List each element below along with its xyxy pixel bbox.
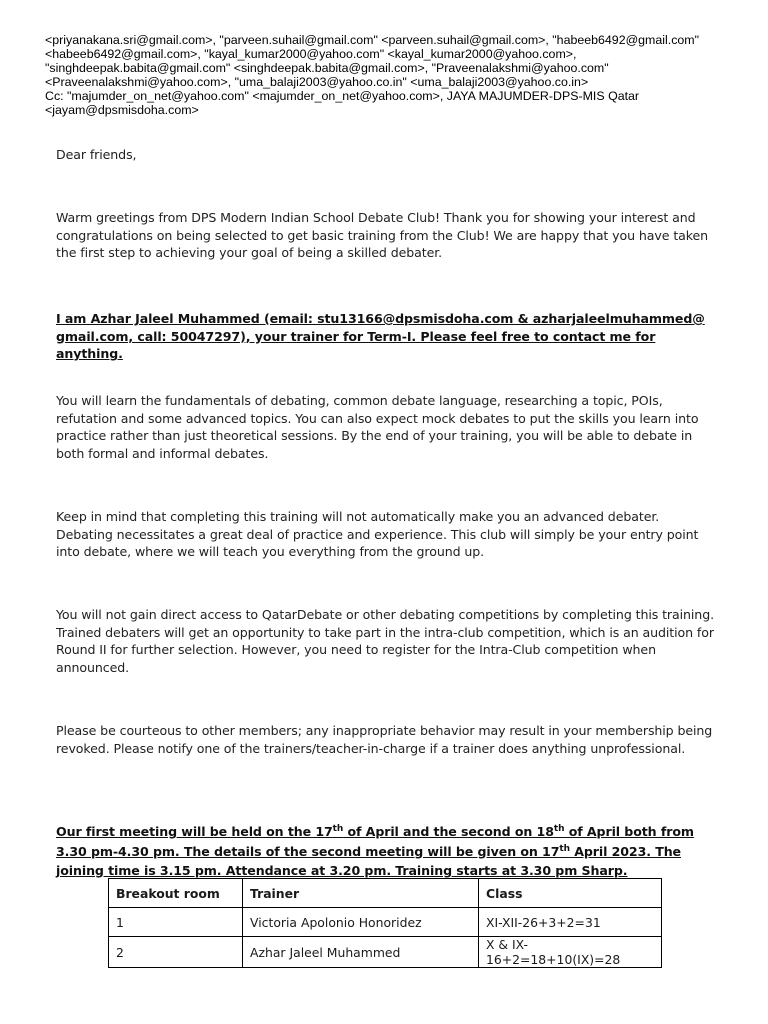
breakout-room-table [108, 878, 662, 968]
cell-class: X & IX-16+2=18+10(IX)=28 [479, 937, 662, 968]
table-row [109, 937, 662, 968]
email-recipients-header [45, 33, 735, 117]
letter-greeting: Dear friends, [56, 147, 137, 162]
header-line: "singhdeepak.babita@gmail.com" <singhdeepak.babita@gmail.com>, "Praveenalakshmi@yahoo.com" [45, 61, 609, 75]
column-header-trainer: Trainer [243, 879, 479, 908]
table-row [109, 908, 662, 937]
paragraph-curriculum: You will learn the fundamentals of debating, common debate language, researching a topic, POIs, refutation and some advanced topics. You can also expect mock debates to put the skills you learn into practice rather than just theoretical sessions. By the end of your training, you will be able to debate in both formal and informal debates. [56, 393, 699, 461]
ordinal-suffix: th [559, 843, 570, 854]
paragraph-conduct: Please be courteous to other members; any inappropriate behavior may result in your membership being revoked. Please notify one of the trainers/teacher-in-charge if a trainer does anything unprofessional. [56, 723, 713, 756]
schedule-text: April 2023. The joining time is 3.15 pm. Attendance at 3.20 pm. Training starts at 3.30 pm Sharp. [56, 843, 681, 878]
paragraph-trainer-contact: I am Azhar Jaleel Muhammed (email: stu13166@dpsmisdoha.com & azharjaleelmuhammed@ gmail.com, call: 50047297), your trainer for Term-I. Please feel free to contact me for anything. [56, 311, 705, 362]
table-header-row [109, 879, 662, 908]
cell-trainer: Victoria Apolonio Honoridez [243, 908, 479, 937]
header-line: <Praveenalakshmi@yahoo.com>, "uma_balaji2003@yahoo.co.in" <uma_balaji2003@yahoo.co.in> [45, 75, 589, 89]
paragraph-meeting-schedule [56, 822, 716, 881]
column-header-breakout-room: Breakout room [109, 879, 243, 908]
cell-breakout-room: 1 [109, 908, 243, 937]
column-header-class: Class [479, 879, 662, 908]
cell-trainer: Azhar Jaleel Muhammed [243, 937, 479, 968]
paragraph-welcome: Warm greetings from DPS Modern Indian School Debate Club! Thank you for showing your interest and congratulations on being selected to get basic training from the Club! We are happy that you have taken the first step to achieving your goal of being a skilled debater. [56, 210, 709, 261]
header-line-cc: Cc: "majumder_on_net@yahoo.com" <majumder_on_net@yahoo.com>, JAYA MAJUMDER-DPS-MIS Qatar [45, 89, 640, 103]
paragraph-competition-access: You will not gain direct access to QatarDebate or other debating competitions by completing this training. Trained debaters will get an opportunity to take part in the intra-club competition, which is an audition for Round II for further selection. However, you need to register for the Intra-Club competition when announced. [56, 607, 714, 675]
ordinal-suffix: th [553, 824, 565, 834]
schedule-text: of April both from 3.30 pm-4.30 pm. The details of the second meeting will be given on 17 [56, 824, 694, 859]
ordinal-suffix: th [332, 824, 344, 834]
header-line: <habeeb6492@gmail.com>, "kayal_kumar2000@yahoo.com" <kayal_kumar2000@yahoo.com>, [45, 47, 577, 61]
header-line: <priyanakana.sri@gmail.com>, "parveen.suhail@gmail.com" <parveen.suhail@gmail.com>, "habeeb6492@gmail.com" [45, 33, 700, 47]
cell-breakout-room: 2 [109, 937, 243, 968]
cell-class: XI-XII-26+3+2=31 [479, 908, 662, 937]
paragraph-expectations: Keep in mind that completing this training will not automatically make you an advanced debater. Debating necessitates a great deal of practice and experience. This club will simply be your entry point into debate, where we will teach you everything from the ground up. [56, 509, 699, 560]
schedule-text: of April and the second on 18 [343, 824, 554, 839]
header-line: <jayam@dpsmisdoha.com> [45, 103, 199, 117]
schedule-text: Our first meeting will be held on the 17 [56, 824, 333, 839]
